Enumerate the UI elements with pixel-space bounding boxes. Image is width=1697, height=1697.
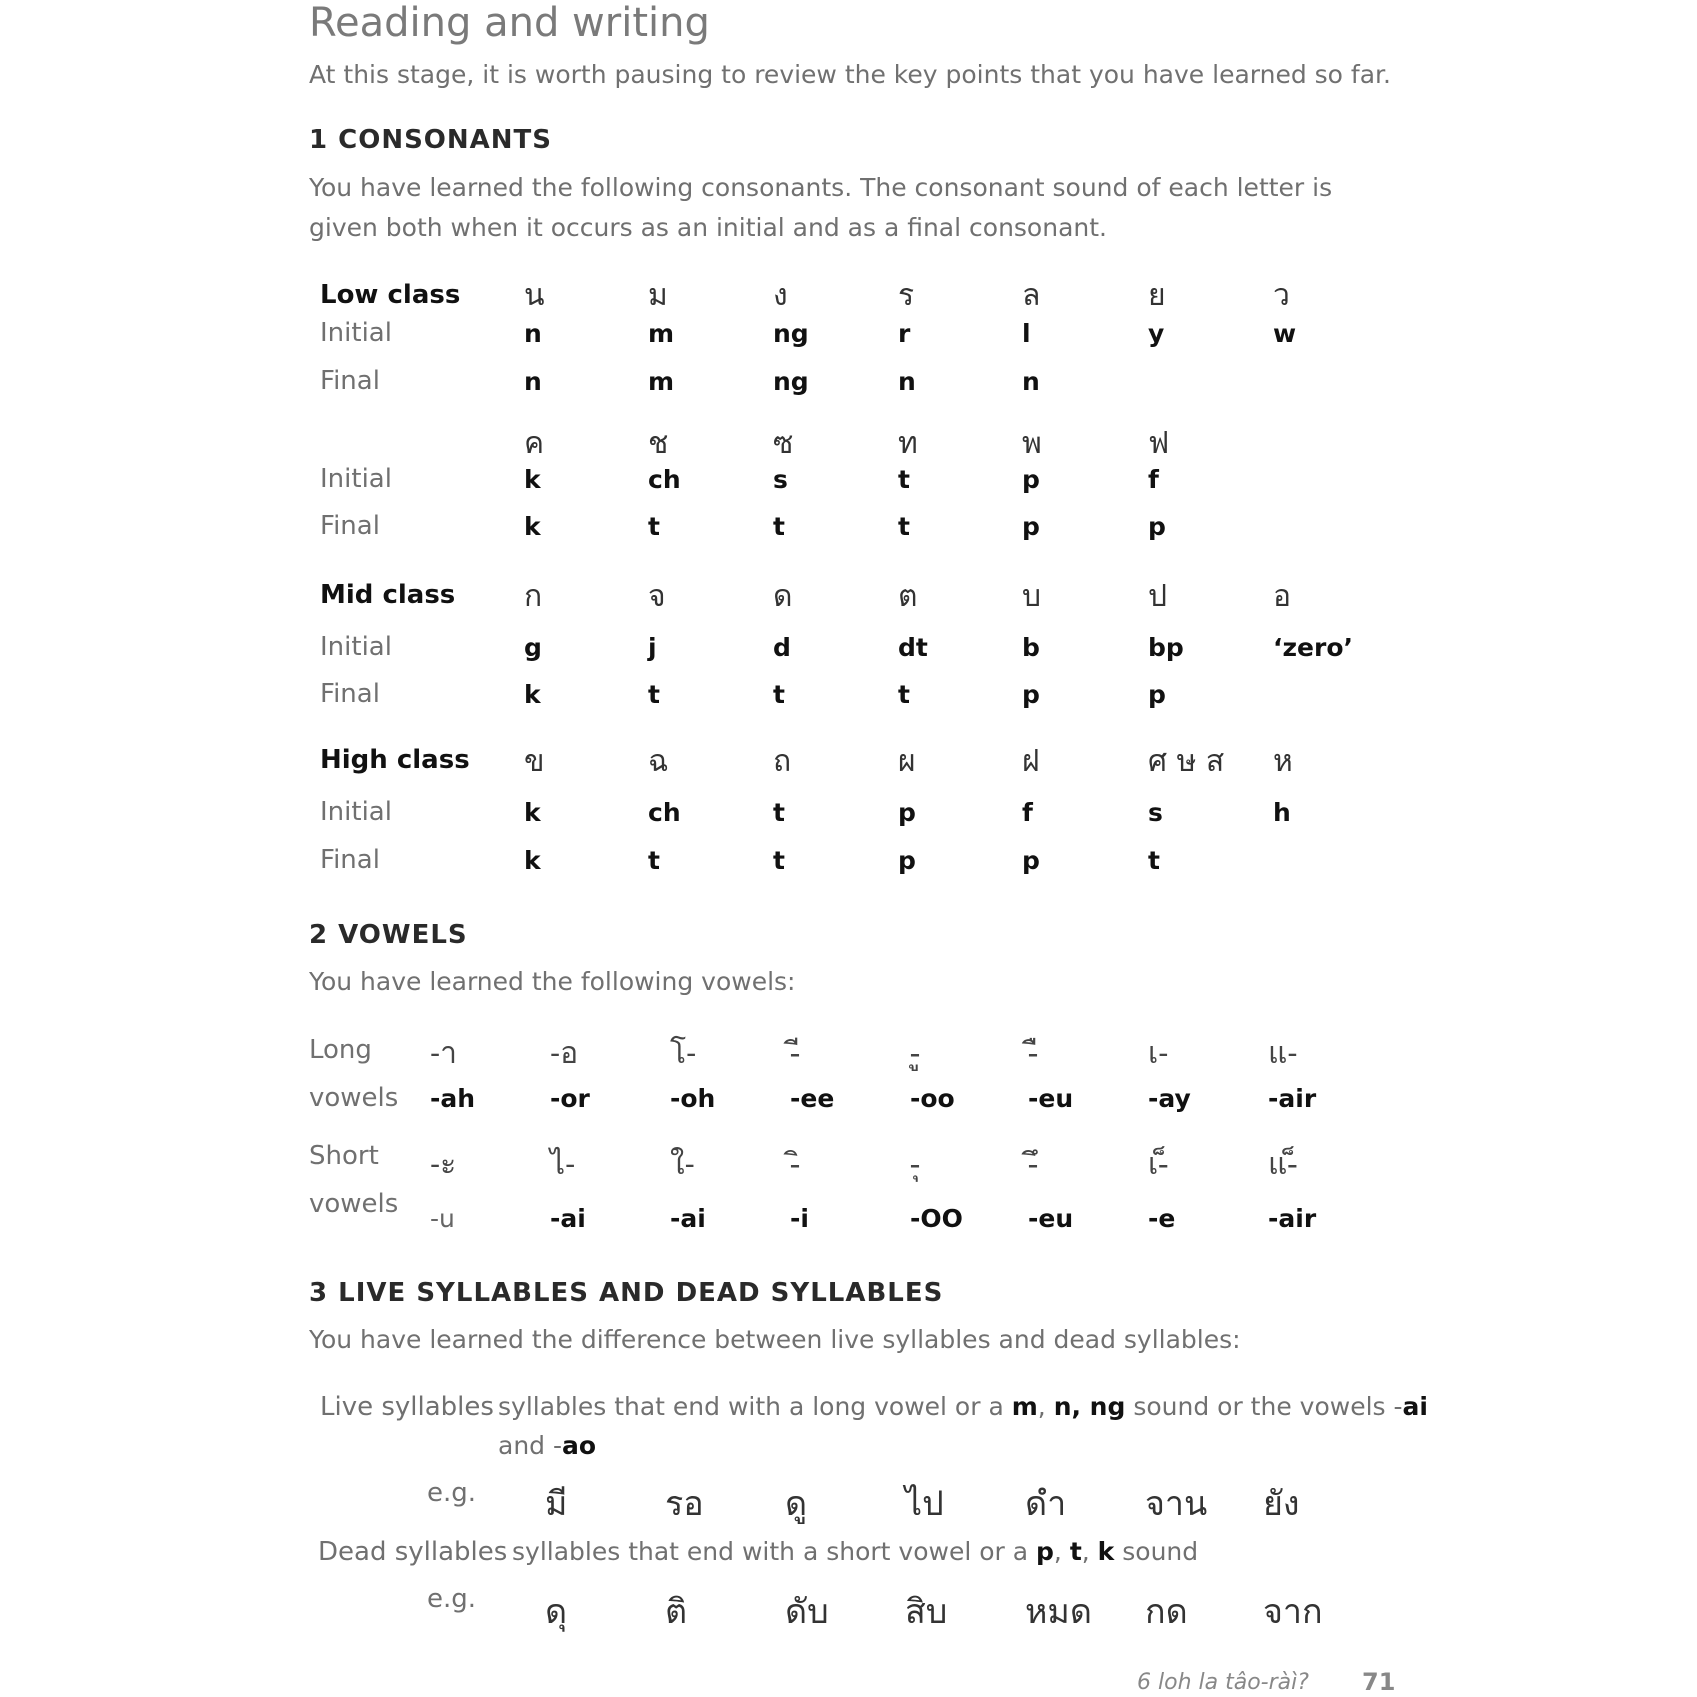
high-class-final-4: p (898, 846, 916, 875)
mid-class-final-1: k (524, 680, 541, 709)
initial-label: Initial (320, 632, 392, 662)
short-vowel-roman-2: -ai (550, 1204, 586, 1233)
mid-class-letter-1: ก (524, 579, 543, 614)
low-class-final-1: n (524, 367, 542, 396)
mid-class-letter-6: ป (1148, 579, 1168, 614)
eg-label: e.g. (427, 1584, 477, 1614)
low-class-letter-3: ง (773, 278, 788, 313)
low-class-final-5: p (1022, 512, 1040, 541)
dead-syllable-example-1: ดุ (545, 1592, 568, 1632)
long-vowel-roman-1: -ah (430, 1084, 476, 1113)
low-class-initial-7: w (1273, 319, 1297, 348)
short-vowel-thai-5: -ุ (910, 1147, 920, 1182)
vowels-description: You have learned the following vowels: (309, 967, 796, 996)
live-syllable-example-7: ยัง (1263, 1484, 1300, 1524)
high-class-final-1: k (524, 846, 541, 875)
low-class-initial-3: ng (773, 319, 809, 348)
long-vowel-thai-5: -ู (910, 1036, 920, 1071)
short-vowel-roman-5: -OO (910, 1204, 963, 1233)
high-class-letter-4: ผ (898, 744, 916, 779)
mid-class-letter-5: บ (1022, 579, 1042, 614)
dead-syllable-example-7: จาก (1263, 1592, 1323, 1632)
long-vowel-roman-6: -eu (1028, 1084, 1074, 1113)
final-label: Final (320, 679, 380, 709)
low-class-letter-5: ล (1022, 278, 1041, 313)
consonants-heading: 1 CONSONANTS (309, 125, 553, 155)
low-class-letter-1: ค (524, 426, 545, 461)
low-class-initial-5: p (1022, 465, 1040, 494)
short-vowel-roman-7: -e (1148, 1204, 1176, 1233)
mid-class-initial-2: j (648, 633, 657, 662)
low-class-letter-4: ท (898, 426, 918, 461)
low-class-final-4: t (898, 512, 910, 541)
high-class-letter-6: ศ ษ ส (1148, 744, 1225, 779)
live-syllable-example-4: ไป (905, 1484, 944, 1524)
high-class-final-5: p (1022, 846, 1040, 875)
live-syllable-example-6: จาน (1145, 1484, 1208, 1524)
high-class-initial-2: ch (648, 798, 681, 827)
high-class-initial-3: t (773, 798, 785, 827)
long-vowel-roman-8: -air (1268, 1084, 1317, 1113)
long-vowel-thai-6: -ื (1028, 1036, 1038, 1071)
high-class-label: High class (320, 745, 470, 775)
high-class-final-3: t (773, 846, 785, 875)
low-class-final-4: n (898, 367, 916, 396)
short-vowels-label-line2: vowels (309, 1189, 399, 1219)
short-vowel-roman-1: -u (430, 1204, 455, 1233)
chapter-running-footer: 6 loh la tâo-ràì? (1137, 1670, 1309, 1695)
low-class-letter-7: ว (1273, 278, 1290, 313)
low-class-initial-4: r (898, 319, 911, 348)
short-vowel-thai-1: -ะ (430, 1147, 457, 1182)
long-vowel-roman-7: -ay (1148, 1084, 1191, 1113)
low-class-initial-2: m (648, 319, 675, 348)
low-class-final-3: ng (773, 367, 809, 396)
dead-syllable-example-5: หมด (1025, 1592, 1092, 1632)
high-class-letter-5: ฝ (1022, 744, 1040, 779)
final-label: Final (320, 845, 380, 875)
low-class-letter-5: พ (1022, 426, 1042, 461)
mid-class-initial-3: d (773, 633, 791, 662)
eg-label: e.g. (427, 1478, 477, 1508)
low-class-final-5: n (1022, 367, 1040, 396)
short-vowels-label-line1: Short (309, 1141, 379, 1171)
long-vowels-label-line1: Long (309, 1035, 372, 1065)
low-class-initial-2: ch (648, 465, 681, 494)
mid-class-initial-6: bp (1148, 633, 1184, 662)
low-class-final-1: k (524, 512, 541, 541)
long-vowel-roman-2: -or (550, 1084, 590, 1113)
dead-syllable-example-4: สิบ (905, 1592, 948, 1632)
mid-class-letter-3: ด (773, 579, 793, 614)
low-class-initial-1: k (524, 465, 541, 494)
syllables-description: You have learned the difference between live syllables and dead syllables: (309, 1325, 1241, 1354)
long-vowels-label-line2: vowels (309, 1083, 399, 1113)
long-vowel-thai-1: -า (430, 1036, 457, 1071)
live-syllable-example-5: ดำ (1025, 1484, 1067, 1524)
live-syllables-definition-line2: and -ao (498, 1431, 597, 1460)
mid-class-initial-1: g (524, 633, 542, 662)
initial-label: Initial (320, 797, 392, 827)
short-vowel-thai-7: เ-็ (1148, 1147, 1169, 1182)
syllables-heading: 3 LIVE SYLLABLES AND DEAD SYLLABLES (309, 1278, 944, 1308)
short-vowel-roman-8: -air (1268, 1204, 1317, 1233)
high-class-final-6: t (1148, 846, 1160, 875)
low-class-label: Low class (320, 280, 461, 310)
dead-syllables-definition: syllables that end with a short vowel or a p, t, k sound (512, 1537, 1199, 1566)
long-vowel-roman-3: -oh (670, 1084, 716, 1113)
low-class-letter-6: ฟ (1148, 426, 1170, 461)
long-vowel-thai-2: -อ (550, 1036, 579, 1071)
initial-label: Initial (320, 318, 392, 348)
long-vowel-thai-3: โ- (670, 1036, 697, 1071)
consonants-description: You have learned the following consonants. The consonant sound of each letter is given both when it occurs as an initial and as a final consonant. (309, 173, 1333, 242)
high-class-initial-4: p (898, 798, 916, 827)
long-vowel-thai-4: -ี (790, 1036, 800, 1071)
final-label: Final (320, 511, 380, 541)
short-vowel-roman-3: -ai (670, 1204, 706, 1233)
high-class-letter-3: ถ (773, 744, 792, 779)
short-vowel-roman-6: -eu (1028, 1204, 1074, 1233)
mid-class-initial-5: b (1022, 633, 1040, 662)
low-class-initial-5: l (1022, 319, 1031, 348)
low-class-final-3: t (773, 512, 785, 541)
live-syllables-label: Live syllables (320, 1392, 494, 1422)
low-class-initial-4: t (898, 465, 910, 494)
low-class-letter-4: ร (898, 278, 915, 313)
live-syllable-example-2: รอ (665, 1484, 704, 1524)
short-vowel-thai-8: แ-็ (1268, 1147, 1298, 1182)
live-syllable-example-1: มี (545, 1484, 568, 1524)
high-class-letter-7: ห (1273, 744, 1293, 779)
low-class-final-6: p (1148, 512, 1166, 541)
high-class-initial-7: h (1273, 798, 1291, 827)
dead-syllable-example-3: ดับ (785, 1592, 829, 1632)
short-vowel-roman-4: -i (790, 1204, 809, 1233)
short-vowel-thai-4: -ิ (790, 1147, 800, 1182)
low-class-letter-2: ช (648, 426, 669, 461)
mid-class-initial-7: ‘zero’ (1273, 633, 1354, 662)
low-class-letter-3: ซ (773, 426, 794, 461)
mid-class-final-6: p (1148, 680, 1166, 709)
short-vowel-thai-6: -ึ (1028, 1147, 1038, 1182)
high-class-final-2: t (648, 846, 660, 875)
low-class-initial-1: n (524, 319, 542, 348)
live-syllable-example-3: ดู (785, 1484, 808, 1524)
low-class-final-2: m (648, 367, 675, 396)
high-class-initial-6: s (1148, 798, 1163, 827)
low-class-letter-6: ย (1148, 278, 1166, 313)
short-vowel-thai-3: ใ- (670, 1147, 695, 1182)
low-class-initial-6: y (1148, 319, 1165, 348)
low-class-letter-1: น (524, 278, 545, 313)
long-vowel-thai-8: แ- (1268, 1036, 1298, 1071)
initial-label: Initial (320, 464, 392, 494)
low-class-initial-6: f (1148, 465, 1159, 494)
dead-syllables-label: Dead syllables (318, 1537, 508, 1567)
low-class-final-2: t (648, 512, 660, 541)
dead-syllable-example-6: กด (1145, 1592, 1188, 1632)
high-class-letter-1: ข (524, 744, 545, 779)
mid-class-final-5: p (1022, 680, 1040, 709)
long-vowel-roman-5: -oo (910, 1084, 955, 1113)
high-class-initial-5: f (1022, 798, 1033, 827)
long-vowel-thai-7: เ- (1148, 1036, 1169, 1071)
mid-class-label: Mid class (320, 580, 456, 610)
long-vowel-roman-4: -ee (790, 1084, 835, 1113)
dead-syllable-example-2: ติ (665, 1592, 688, 1632)
high-class-letter-2: ฉ (648, 744, 669, 779)
vowels-heading: 2 VOWELS (309, 920, 468, 950)
intro-text: At this stage, it is worth pausing to review the key points that you have learned so far. (309, 60, 1391, 89)
low-class-initial-3: s (773, 465, 788, 494)
low-class-letter-2: ม (648, 278, 668, 313)
mid-class-initial-4: dt (898, 633, 928, 662)
page-number: 71 (1362, 1668, 1396, 1696)
high-class-initial-1: k (524, 798, 541, 827)
mid-class-letter-4: ต (898, 579, 918, 614)
page-title: Reading and writing (309, 0, 710, 46)
mid-class-final-4: t (898, 680, 910, 709)
live-syllables-definition-line1: syllables that end with a long vowel or a m, n, ng sound or the vowels -ai (498, 1392, 1428, 1421)
mid-class-final-2: t (648, 680, 660, 709)
short-vowel-thai-2: ไ- (550, 1147, 576, 1182)
final-label: Final (320, 366, 380, 396)
mid-class-final-3: t (773, 680, 785, 709)
mid-class-letter-2: จ (648, 579, 666, 614)
mid-class-letter-7: อ (1273, 579, 1292, 614)
